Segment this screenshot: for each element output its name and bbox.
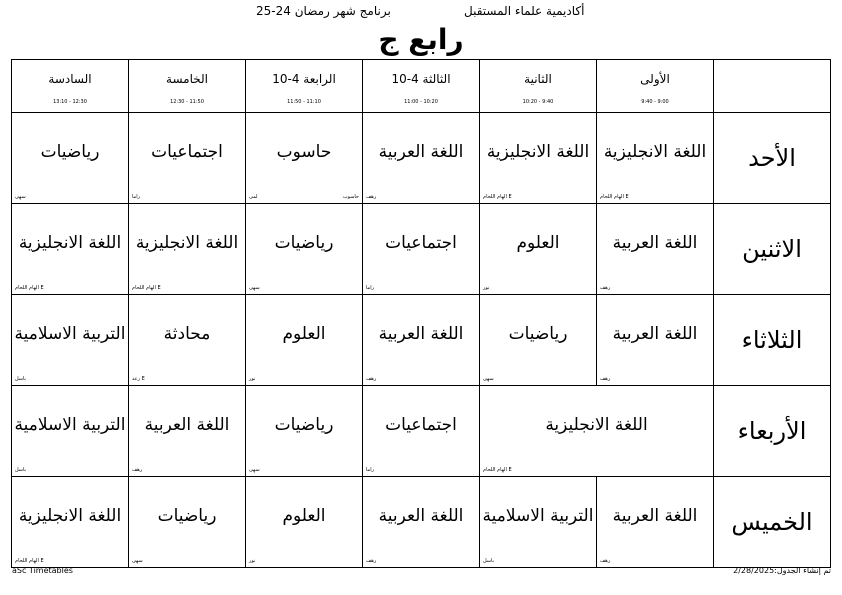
teacher: رهف — [366, 194, 377, 200]
lesson-cell — [246, 204, 363, 295]
lesson-cell — [12, 295, 129, 386]
subject: اللغة العربية — [378, 506, 464, 526]
period-time: 12:30 - 13:10 — [53, 99, 87, 105]
footer-generator: aSc Timetables — [12, 566, 73, 575]
subject: رياضيات — [40, 142, 100, 162]
lesson-cell — [597, 477, 714, 568]
lesson-cell — [129, 204, 246, 295]
subject: اللغة العربية — [612, 506, 698, 526]
subject: اللغة الانجليزية — [545, 415, 648, 435]
day-name-cell — [714, 113, 831, 204]
day-row-thursday — [12, 477, 831, 568]
teacher: سهى — [483, 376, 494, 382]
lesson-cell — [246, 477, 363, 568]
period-time: 11:10 - 11:50 — [287, 99, 321, 105]
lesson-cell — [363, 113, 480, 204]
lesson-cell — [129, 477, 246, 568]
day-name-cell — [714, 295, 831, 386]
teacher: نور — [483, 285, 490, 291]
timetable — [11, 59, 831, 568]
teacher: راما — [132, 194, 141, 200]
lesson-cell — [363, 386, 480, 477]
subject: اللغة العربية — [612, 324, 698, 344]
teacher: E الهام اللحام — [15, 285, 44, 291]
subject: اجتماعيات — [385, 233, 457, 253]
teacher: راما — [366, 285, 375, 291]
subject: العلوم — [282, 324, 326, 344]
subject: اللغة الانجليزية — [486, 142, 590, 162]
period-header — [129, 60, 246, 113]
teacher: باسل — [15, 467, 26, 473]
period-name: الثالثة 4-10 — [391, 72, 451, 86]
program-title: برنامج شهر رمضان 24-25 — [256, 4, 391, 18]
teacher: باسل — [15, 376, 26, 382]
day-name-cell — [714, 386, 831, 477]
day-name: الخميس — [731, 508, 813, 536]
corner-cell — [714, 60, 831, 113]
teacher: سهى — [15, 194, 26, 200]
period-time: 9:40 - 10:20 — [522, 99, 554, 105]
lesson-cell — [597, 295, 714, 386]
teacher: E رعد — [132, 376, 145, 382]
subject: العلوم — [282, 506, 326, 526]
class-title: رابع ج — [378, 23, 464, 56]
subject: اجتماعيات — [385, 415, 457, 435]
period-header — [246, 60, 363, 113]
period-header — [12, 60, 129, 113]
day-row-monday — [12, 204, 831, 295]
teacher: E الهام اللحام — [15, 558, 44, 564]
period-header — [363, 60, 480, 113]
day-name: الثلاثاء — [741, 326, 803, 354]
lesson-cell — [246, 113, 363, 204]
subject: اللغة الانجليزية — [18, 233, 122, 253]
subject: اللغة الانجليزية — [18, 506, 122, 526]
subject: اللغة العربية — [378, 324, 464, 344]
period-header — [480, 60, 597, 113]
teacher: رهف — [366, 558, 377, 564]
day-name-cell — [714, 204, 831, 295]
lesson-cell — [480, 477, 597, 568]
period-name: الثانية — [524, 72, 552, 86]
teacher: سهى — [132, 558, 143, 564]
subject: التربية الاسلامية — [14, 324, 126, 344]
lesson-cell — [129, 113, 246, 204]
subject: محادثة — [163, 324, 211, 344]
lesson-cell — [480, 113, 597, 204]
lesson-cell — [480, 295, 597, 386]
subject: اللغة الانجليزية — [135, 233, 239, 253]
period-name: السادسة — [48, 72, 92, 86]
lesson-cell — [12, 386, 129, 477]
teacher: راما — [366, 467, 375, 473]
teacher: E الهام اللحام — [600, 194, 629, 200]
subject: رياضيات — [508, 324, 568, 344]
day-name: الأربعاء — [737, 417, 807, 445]
subject: حاسوب — [276, 142, 332, 162]
period-name: الرابعة 4-10 — [272, 72, 336, 86]
lesson-cell — [12, 113, 129, 204]
subject: اللغة العربية — [144, 415, 230, 435]
lesson-cell — [363, 204, 480, 295]
lesson-cell-double — [480, 386, 714, 477]
lesson-cell — [597, 204, 714, 295]
subject: التربية الاسلامية — [14, 415, 126, 435]
teacher: نور — [249, 376, 256, 382]
day-name: الأحد — [748, 144, 796, 172]
lesson-cell — [363, 295, 480, 386]
day-row-tuesday — [12, 295, 831, 386]
lesson-cell — [12, 204, 129, 295]
period-time: 10:20 - 11:00 — [404, 99, 438, 105]
teacher: سهى — [249, 467, 260, 473]
period-time: 11:50 - 12:30 — [170, 99, 204, 105]
day-row-wednesday — [12, 386, 831, 477]
day-name: الاثنين — [742, 235, 802, 263]
subject: رياضيات — [274, 233, 334, 253]
teacher: E الهام اللحام — [483, 194, 512, 200]
period-header — [597, 60, 714, 113]
teacher: رهف — [600, 376, 611, 382]
teacher: رهف — [132, 467, 143, 473]
day-name-cell — [714, 477, 831, 568]
teacher: سهى — [249, 285, 260, 291]
subject: اللغة الانجليزية — [603, 142, 707, 162]
teacher: لمى — [249, 194, 258, 200]
lesson-cell — [12, 477, 129, 568]
period-name: الأولى — [640, 72, 670, 86]
subject: التربية الاسلامية — [482, 506, 594, 526]
subject: رياضيات — [274, 415, 334, 435]
lesson-cell — [129, 295, 246, 386]
lesson-cell — [246, 295, 363, 386]
subject: اجتماعيات — [151, 142, 223, 162]
footer-created-date: تم إنشاء الجدول:2/28/2025 — [733, 566, 831, 575]
lesson-cell — [129, 386, 246, 477]
school-name: أكاديمية علماء المستقبل — [464, 4, 585, 18]
teacher: E الهام اللحام — [132, 285, 161, 291]
teacher: رهف — [600, 558, 611, 564]
teacher: E الهام اللحام — [483, 467, 512, 473]
lesson-cell — [480, 204, 597, 295]
subject: اللغة العربية — [378, 142, 464, 162]
period-time: 9:00 - 9:40 — [641, 99, 669, 105]
teacher: نور — [249, 558, 256, 564]
lesson-cell — [363, 477, 480, 568]
period-header-row — [12, 60, 831, 113]
lesson-cell — [246, 386, 363, 477]
lesson-cell — [597, 113, 714, 204]
subject: العلوم — [516, 233, 560, 253]
teacher: رهف — [366, 376, 377, 382]
subject: رياضيات — [157, 506, 217, 526]
room: حاسوب — [342, 194, 359, 200]
subject: اللغة العربية — [612, 233, 698, 253]
teacher: باسل — [483, 558, 494, 564]
day-row-sunday — [12, 113, 831, 204]
period-name: الخامسة — [166, 72, 208, 86]
teacher: رهف — [600, 285, 611, 291]
